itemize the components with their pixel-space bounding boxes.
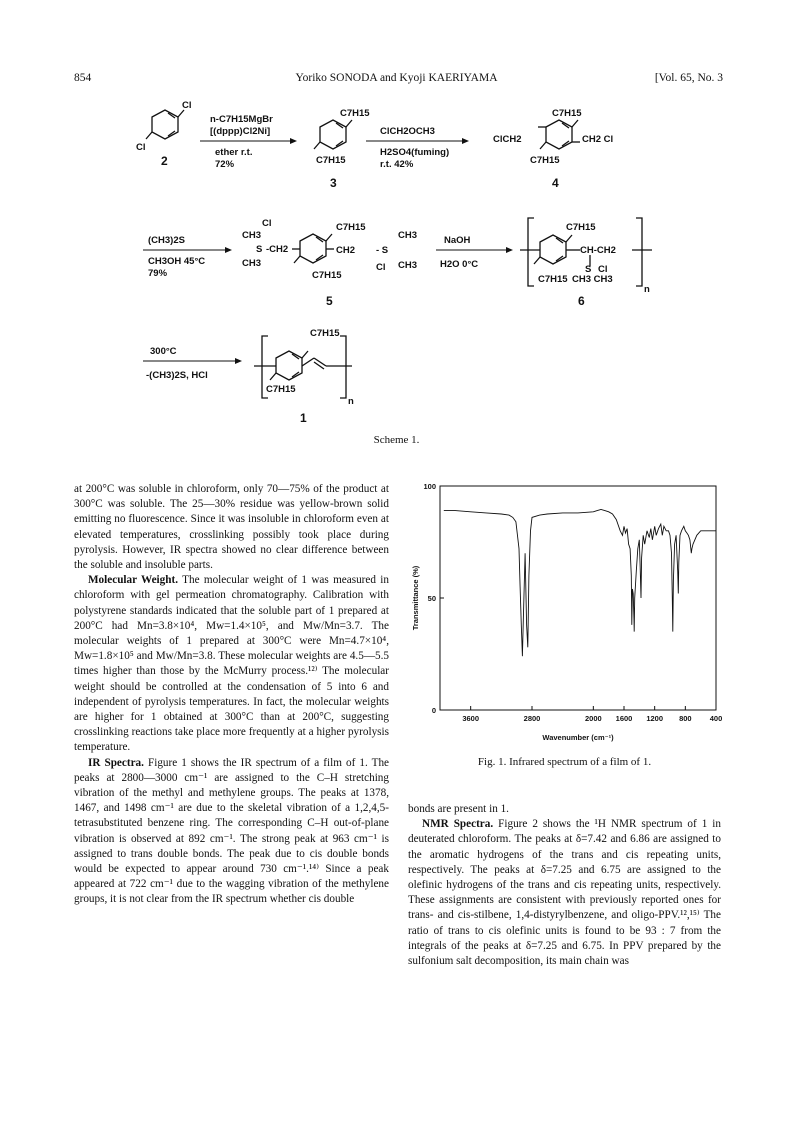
ch2-substituent: -CH2 <box>266 244 289 255</box>
page-number: 854 <box>74 72 92 84</box>
paragraph: bonds are present in 1. <box>408 803 509 815</box>
ch3-substituent: CH3 <box>242 230 262 241</box>
scheme-caption: Scheme 1. <box>373 434 420 446</box>
running-head-volume: [Vol. 65, No. 3 <box>654 72 723 84</box>
y-ticks <box>423 482 444 715</box>
s-plus: S <box>585 264 592 275</box>
paragraph-text: Figure 2 shows the ¹H NMR spectrum of 1 in deuterated chloroform. The peaks at δ=7.42 and 6.86 are assigned to the aromatic hydrogens of the trans and cis repeating units, respectively. The peaks at δ=7.25 and 6.75 are assigned to the olefinic hydrogens of the trans and cis repeating units, respectively. These assignments are consistent with previously reported ones for trans- and cis-stilbene, 1,4-distyrylbenzene, and oligo-PPV.¹²,¹⁵⁾ The ratio of trans to cis olefinic units is found to be 93 : 7 from the integrals of the peaks at δ=7.25 and 6.75. In PPV prepared by the sulfonium salt decomposition, its main chain was <box>408 818 721 968</box>
x-axis-label: Wavenumber (cm⁻¹) <box>542 733 614 742</box>
paragraph <box>408 817 721 969</box>
c7h15-substituent: C7H15 <box>340 108 370 119</box>
reagent: n-C7H15MgBr <box>210 114 273 125</box>
x-ticks <box>462 706 722 723</box>
x-tick-label: 2000 <box>584 714 602 723</box>
reagent: NaOH <box>444 235 471 246</box>
y-tick-label: 0 <box>431 706 436 715</box>
reagent: H2SO4(fuming) <box>380 147 450 158</box>
reagent: -(CH3)2S, HCl <box>146 370 208 381</box>
c7h15-substituent: C7H15 <box>310 328 340 339</box>
c7h15-substituent: C7H15 <box>312 270 342 281</box>
section-heading: Molecular Weight. <box>88 574 179 587</box>
x-tick-label: 1200 <box>646 714 664 723</box>
reagent: ClCH2OCH3 <box>380 126 435 137</box>
left-column <box>74 482 389 908</box>
ch2cl-substituent: CH2 Cl <box>582 134 614 145</box>
reagent: H2O 0°C <box>440 259 479 270</box>
c7h15-substituent: C7H15 <box>530 155 560 166</box>
compound-label-5: 5 <box>326 294 333 308</box>
repeat-n: n <box>644 284 650 295</box>
ch2-substituent: CH2 <box>336 245 356 256</box>
right-column <box>408 802 721 969</box>
reagent: r.t. 42% <box>380 159 414 170</box>
c7h15-substituent: C7H15 <box>336 222 366 233</box>
s-plus: - S <box>376 245 389 256</box>
compound-label-2: 2 <box>161 154 168 168</box>
paragraph <box>74 756 389 908</box>
ir-spectrum-chart <box>408 478 728 746</box>
compound-label-1: 1 <box>300 411 307 425</box>
cl-minus: Cl <box>376 262 386 273</box>
x-tick-label: 3600 <box>462 714 480 723</box>
paragraph-text: Figure 1 shows the IR spectrum of a film of 1. The peaks at 2800—3000 cm⁻¹ are assigned to the C–H stretching vibration of the methyl and methylene groups. The peaks at 1378, 1467, and 1498 cm⁻¹ are due to the skeletal vibration of a 1,2,4,5-tetrasubstituted benzene ring. The corresponding C–H out-of-plane vibration is observed at 892 cm⁻¹. The strong peak at 963 cm⁻¹ is assigned to trans double bonds. The peak due to cis double bonds would be expected to appear around 730 cm⁻¹.¹⁴⁾ Since a peak appeared at 722 cm⁻¹ due to the wagging vibration of the methylene groups, it is not clear from the IR spectrum whether cis double <box>74 756 389 906</box>
ch3-substituent: CH3 <box>398 260 418 271</box>
reaction-scheme <box>0 0 793 460</box>
ch-ch2: CH-CH2 <box>580 245 616 256</box>
figure-caption: Fig. 1. Infrared spectrum of a film of 1. <box>477 756 652 768</box>
c7h15-substituent: C7H15 <box>316 155 346 166</box>
x-tick-label: 800 <box>679 714 692 723</box>
reagent: [(dppp)Cl2Ni] <box>210 126 271 137</box>
clch2-substituent: ClCH2 <box>493 134 522 145</box>
paragraph <box>74 573 389 755</box>
paragraph-text: The molecular weight of 1 was measured in chloroform with gel permeation chromatography. Calibration with polystyrene standards indicated that the soluble part of 1 prepared at 200°C had Mn=3.8×10⁴, Mw=1.4×10⁵, and Mw/Mn=3.7. The molecular weights of 1 prepared at 300°C were Mn=4.7×10⁴, Mw=1.8×10⁵ and Mw/Mn=3.8. These molecular weights are 4.5—5.5 times higher than those by the McMurry process.¹²⁾ The molecular weight should be controlled at the condensation of 5 into 6 and independent of pyrolysis temperatures. In fact, the molecular weights are higher for 1 obtained at 300°C than at 200°C, suggesting crosslinking reactions take place more frequently at a higher pyrolysis temperature. <box>74 574 389 754</box>
cl-minus: Cl <box>598 264 608 275</box>
c7h15-substituent: C7H15 <box>566 222 596 233</box>
compound-label-4: 4 <box>552 176 559 190</box>
compound-label-6: 6 <box>578 294 585 308</box>
c7h15-substituent: C7H15 <box>538 274 568 285</box>
y-tick-label: 50 <box>427 594 436 603</box>
x-tick-label: 400 <box>709 714 723 723</box>
ch3-ch3: CH3 CH3 <box>572 274 613 285</box>
y-tick-label: 100 <box>423 482 436 491</box>
compound-label-3: 3 <box>330 176 337 190</box>
reagent: (CH3)2S <box>148 235 185 246</box>
x-tick-label: 1600 <box>615 714 633 723</box>
reagent: 72% <box>215 159 235 170</box>
cl-substituent: Cl <box>182 100 192 111</box>
cl-minus: Cl <box>262 218 272 229</box>
section-heading: NMR Spectra. <box>422 818 494 831</box>
plot-frame <box>440 486 716 710</box>
ch3-substituent: CH3 <box>398 230 418 241</box>
c7h15-substituent: C7H15 <box>266 384 296 395</box>
reagent: CH3OH 45°C <box>148 256 206 267</box>
cl-substituent: Cl <box>136 142 146 153</box>
reagent: 300°C <box>150 346 177 357</box>
repeat-n: n <box>348 396 354 407</box>
c7h15-substituent: C7H15 <box>552 108 582 119</box>
ch3-substituent: CH3 <box>242 258 262 269</box>
reagent: 79% <box>148 268 168 279</box>
running-head-authors: Yoriko SONODA and Kyoji KAERIYAMA <box>295 72 498 84</box>
y-axis-label: Transmittance (%) <box>411 565 420 631</box>
reagent: ether r.t. <box>215 147 253 158</box>
paragraph: at 200°C was soluble in chloroform, only 70—75% of the product at 300°C was soluble. The 25—30% residue was yellow-brown solid emitting no fluorescence. Since it was insoluble in chloroform even at elevated temperatures, crosslinking possibly took place during pyrolysis. However, IR spectra showed no clear difference between the soluble and insoluble parts. <box>74 483 389 572</box>
x-tick-label: 2800 <box>523 714 541 723</box>
spectrum-line <box>444 510 716 657</box>
s-plus: S <box>256 244 263 255</box>
section-heading: IR Spectra. <box>88 756 144 769</box>
